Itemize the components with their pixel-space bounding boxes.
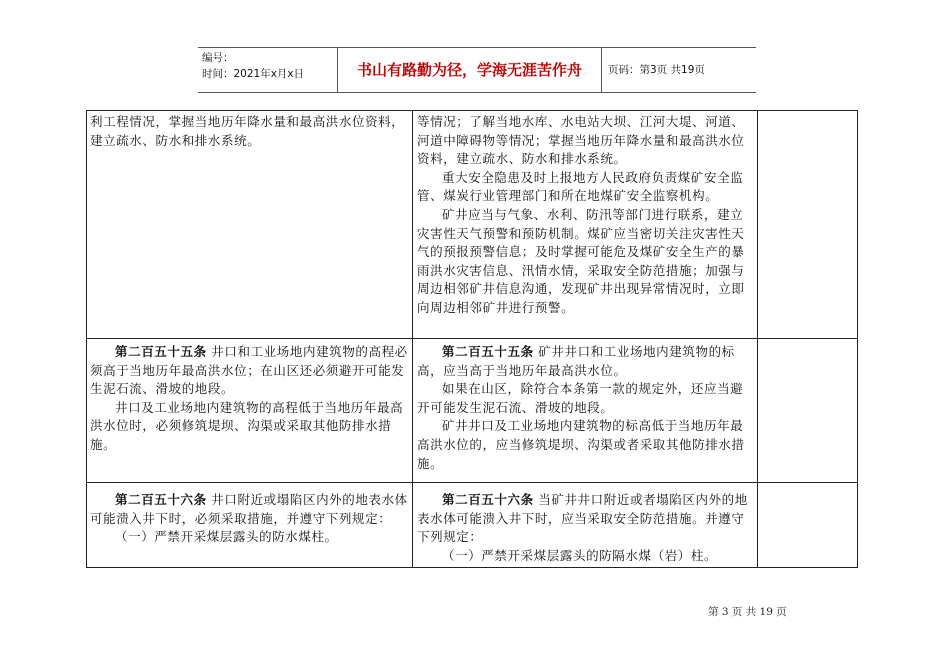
cell-paragraph: [90, 491, 408, 528]
cell-paragraph: [90, 343, 408, 399]
table-cell-new-2: [417, 343, 753, 473]
cell-paragraph: [417, 491, 753, 547]
page-header: [198, 47, 756, 93]
cell-paragraph: 井口及工业场地内建筑物的高程低于当地历年最高洪水位时，必须修筑堤坝、沟渠或采取其他防排水措施。: [90, 399, 404, 452]
comparison-table: [86, 110, 858, 568]
cell-paragraph: [417, 343, 753, 380]
article-heading: 第二百五十六条: [115, 492, 207, 507]
header-info-cell: [198, 48, 338, 92]
table-border-right: [857, 111, 858, 567]
article-text: 当矿井井口附近或者塌陷区内外的地表水体可能溃入井下时，应当采取安全防范措施。并遵守下列规定：: [417, 492, 748, 545]
cell-paragraph: （一）严禁开采煤层露头的防水煤柱。: [115, 529, 338, 545]
table-cell-old-3: [90, 491, 408, 547]
article-text: 井口和工业场地内建筑物的高程必须高于当地历年最高洪水位；在山区还必须避开可能发生泥石流、滑坡的地段。: [90, 344, 408, 397]
table-cell-new-1: [417, 113, 753, 318]
cell-paragraph: 矿井井口及工业场地内建筑物的标高低于当地历年最高洪水位的，应当修筑堤坝、沟渠或者采取其他防排水措施。: [417, 418, 745, 471]
table-cell-old-2: [90, 343, 408, 455]
time-label: 时间：2021年x月x日: [202, 68, 305, 80]
table-cell-new-3: [417, 491, 753, 565]
page-footer: 第 3 页 共 19 页: [708, 606, 787, 618]
header-motto: 书山有路勤为径，学海无涯苦作舟: [338, 48, 602, 92]
number-label: 编号：: [202, 52, 234, 64]
cell-paragraph: 利工程情况，掌握当地历年降水量和最高洪水位资料，建立疏水、防水和排水系统。: [90, 114, 405, 148]
table-cell-old-1: [90, 113, 408, 150]
article-heading: 第二百五十六条: [442, 492, 534, 507]
cell-paragraph: 等情况；了解当地水库、水电站大坝、江河大堤、河道、河道中障碍物等情况；掌握当地历年降水量和最高洪水位资料，建立疏水、防水和排水系统。: [417, 114, 745, 167]
row-divider-1: [86, 338, 858, 339]
cell-paragraph: （一）严禁开采煤层露头的防隔水煤（岩）柱。: [442, 547, 718, 563]
article-text: 矿井井口和工业场地内建筑物的标高，应当高于当地历年最高洪水位。: [417, 344, 735, 378]
row-divider-2: [86, 482, 858, 483]
article-heading: 第二百五十五条: [115, 344, 207, 359]
table-divider-middle: [412, 111, 413, 567]
article-heading: 第二百五十五条: [442, 344, 534, 359]
table-border-left: [86, 111, 87, 567]
header-page-code: 页码：第3页 共19页: [608, 64, 705, 76]
cell-paragraph: 矿井应当与气象、水利、防汛等部门进行联系，建立灾害性天气预警和预防机制。煤矿应当密切关注灾害性天气的预报预警信息；及时掌握可能危及煤矿安全生产的暴雨洪水灾害信息、汛情水情，采取安全防范措施；加强与周边相邻矿井信息沟通，发现矿井出现异常情况时，立即向周边相邻矿井进行预警。: [417, 206, 745, 315]
cell-paragraph: 如果在山区，除符合本条第一款的规定外，还应当避开可能发生泥石流、滑坡的地段。: [417, 381, 744, 415]
cell-paragraph: 重大安全隐患及时上报地方人民政府负责煤矿安全监管、煤炭行业管理部门和所在地煤矿安全监察机构。: [417, 169, 744, 204]
table-divider-right: [757, 111, 758, 567]
article-text: 井口附近或塌陷区内外的地表水体可能溃入井下时，必须采取措施，并遵守下列规定：: [90, 492, 408, 526]
